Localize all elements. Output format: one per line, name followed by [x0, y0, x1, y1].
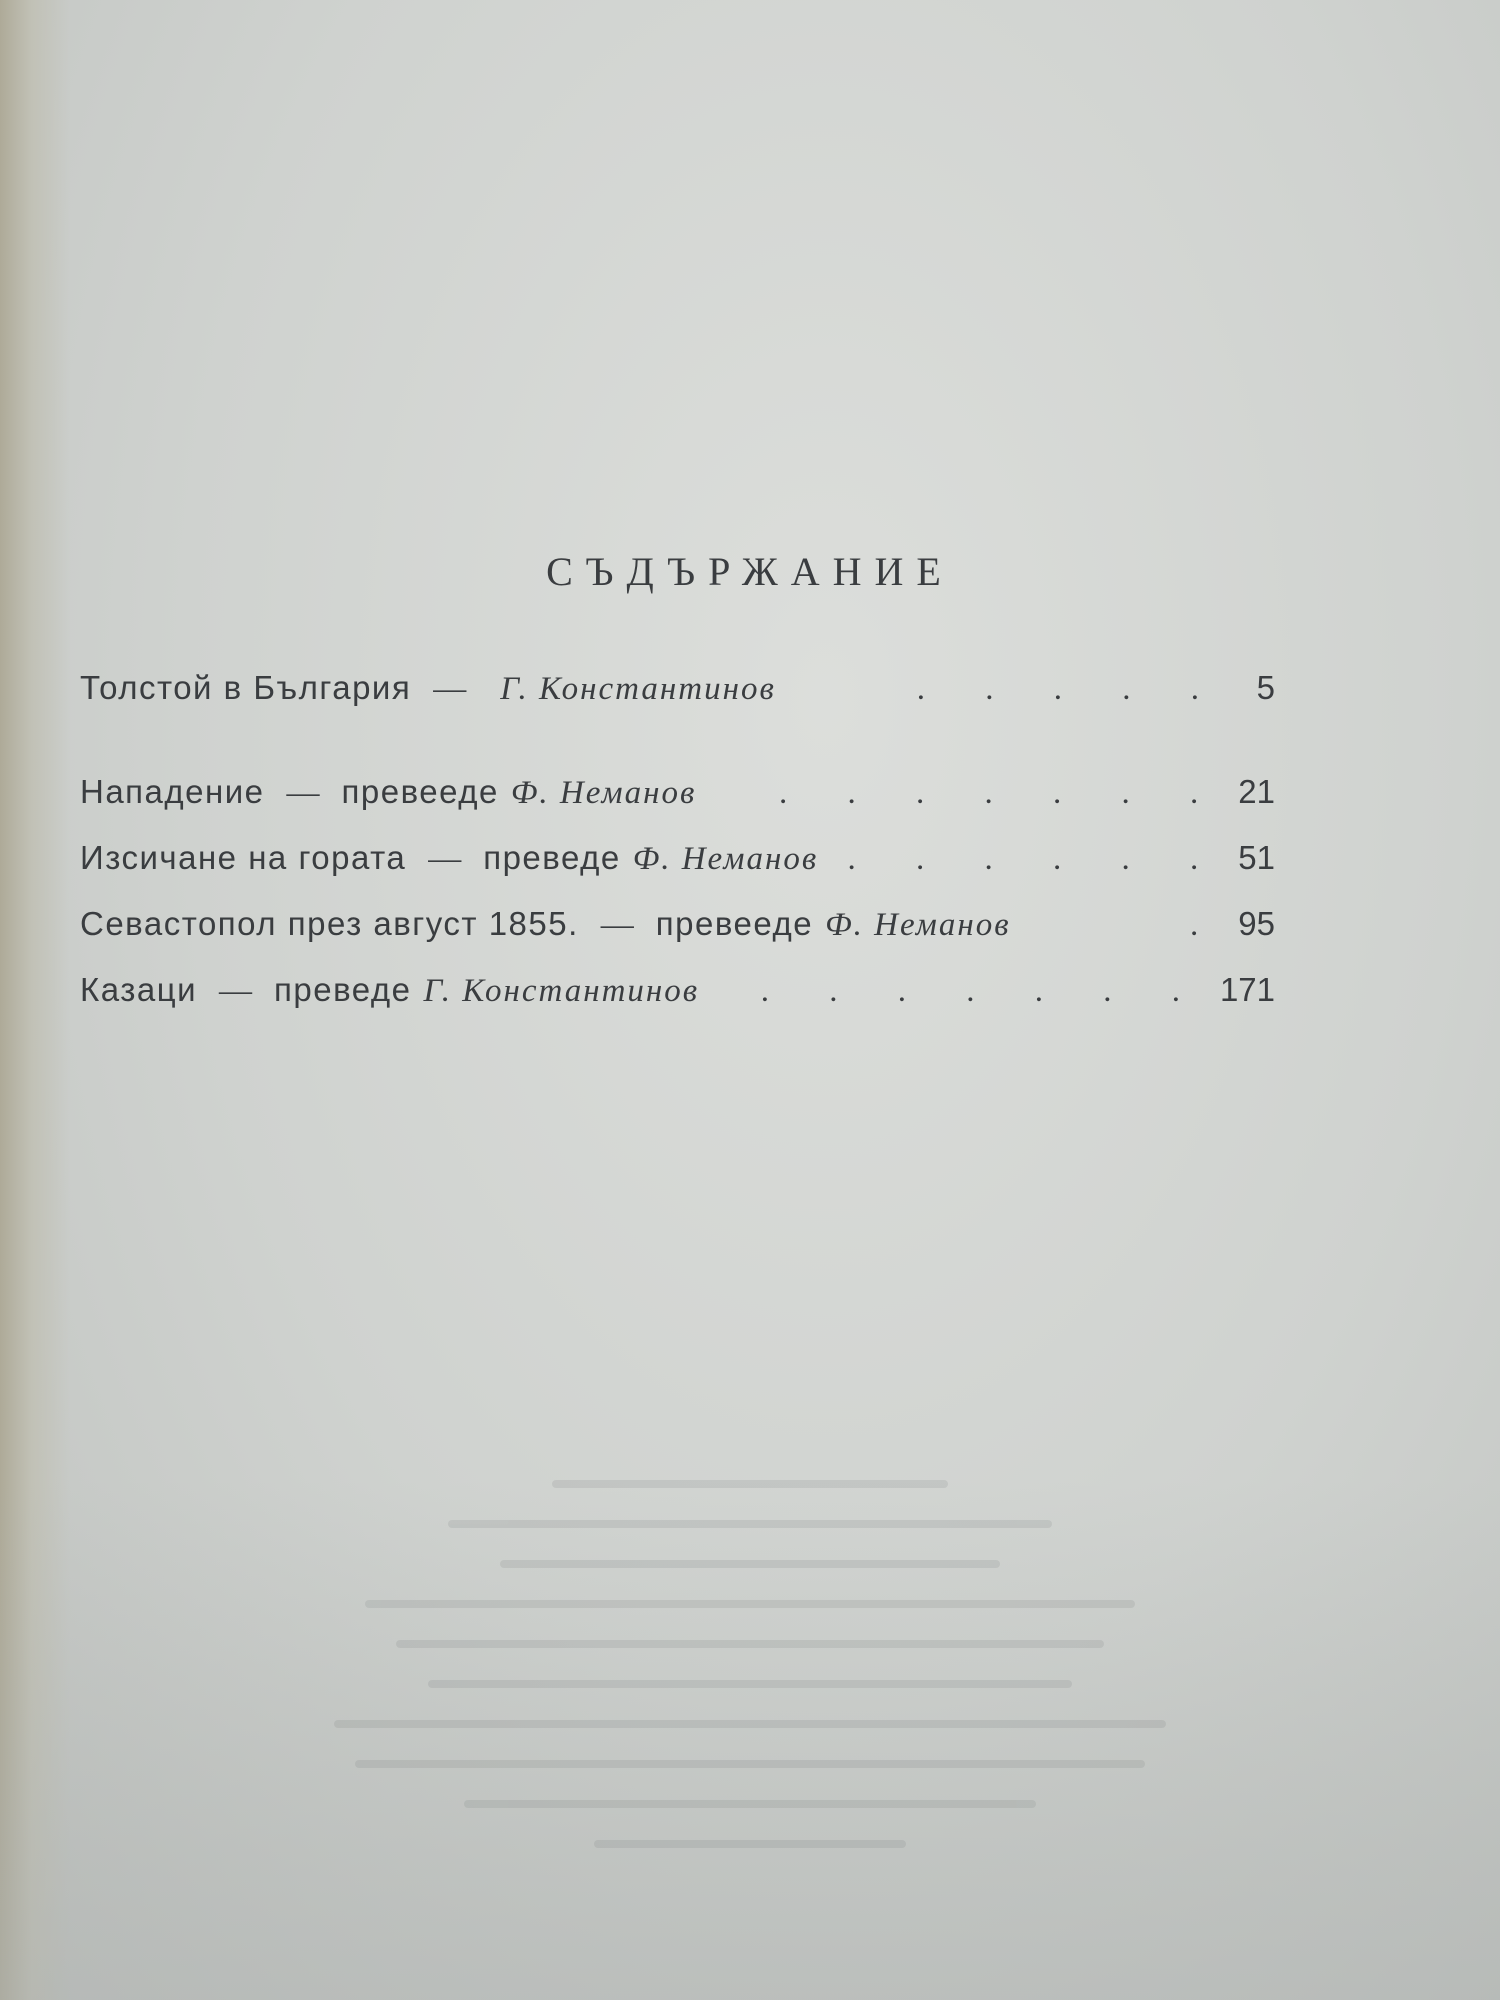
toc-entry[interactable]: [80, 655, 1275, 759]
entry-translator-prefix: преведе: [274, 971, 412, 1008]
entry-dash: —: [600, 907, 634, 943]
entry-title: Изсичане на гората: [80, 839, 407, 876]
table-of-contents: [80, 655, 1275, 1023]
entry-page-number: 95: [1238, 905, 1275, 942]
entry-dash: —: [428, 841, 462, 877]
entry-translator-prefix: преведе: [483, 839, 621, 876]
entry-page-number: 5: [1256, 669, 1275, 706]
entry-dot-leader: .: [1190, 907, 1225, 943]
entry-author: Г. Константинов: [423, 973, 700, 1009]
entry-page-number: 51: [1238, 839, 1275, 876]
entry-dot-leader: . . . . .: [916, 671, 1225, 707]
entry-author: Ф. Неманов: [632, 841, 819, 877]
entry-dash: —: [286, 775, 320, 811]
toc-entry[interactable]: [80, 957, 1275, 1023]
entry-dot-leader: . . . . . .: [847, 841, 1225, 877]
entry-translator-prefix: превееде: [341, 773, 499, 810]
toc-entry[interactable]: [80, 891, 1275, 957]
show-through-text: [230, 1480, 1270, 1900]
entry-page-number: 171: [1219, 971, 1275, 1008]
entry-author: Г. Константинов: [500, 671, 776, 707]
entry-title: Толстой в България: [80, 669, 412, 706]
toc-entry[interactable]: [80, 759, 1275, 825]
entry-title: Севастопол през август 1855.: [80, 905, 579, 942]
entry-translator-prefix: превееде: [655, 905, 814, 942]
entry-dash: —: [433, 671, 467, 707]
toc-heading: СЪДЪРЖАНИЕ: [546, 549, 954, 594]
entry-page-number: 21: [1238, 773, 1275, 810]
entry-dot-leader: . . . . . . .: [779, 775, 1225, 811]
entry-dot-leader: . . . . . . .: [760, 973, 1206, 1009]
entry-author: Ф. Неманов: [510, 775, 697, 811]
entry-title: Казаци: [80, 971, 198, 1008]
entry-title: Нападение: [80, 773, 265, 810]
toc-entry[interactable]: [80, 825, 1275, 891]
entry-author: Ф. Неманов: [825, 907, 1011, 943]
entry-dash: —: [219, 973, 253, 1009]
